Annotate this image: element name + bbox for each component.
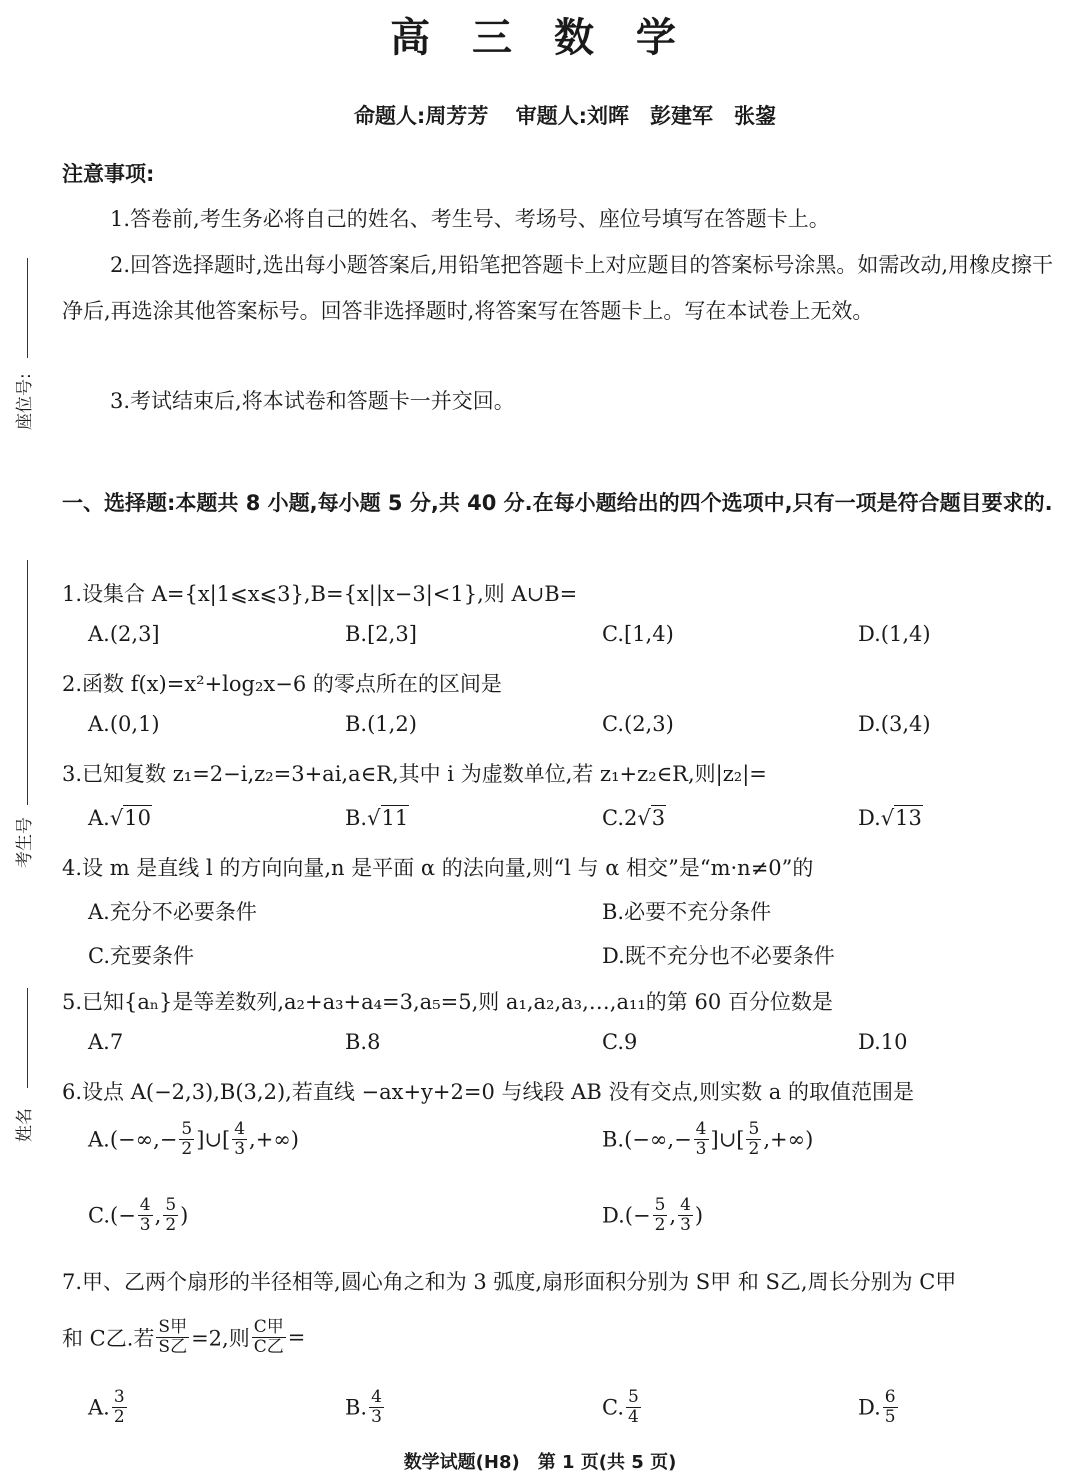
q7-option-d [858,1388,900,1427]
q6-a-frac1 [179,1120,194,1159]
q6-c-label: C. [88,1203,110,1228]
notice-item-1: 1.答卷前,考生务必将自己的姓名、考生号、考场号、座位号填写在答题卡上。 [110,207,830,231]
page-title: 高 三 数 学 [390,15,690,61]
q6-option-a [88,1120,299,1159]
q3-option-c: C.2√3 [602,806,666,830]
q3-c-label: C.2 [602,806,638,830]
q6-b-part3: ,+∞) [763,1127,814,1152]
q6-a-label: A. [88,1127,110,1152]
q7-option-c [602,1388,643,1427]
q6-option-d [602,1196,703,1235]
q7-option-b [345,1388,386,1427]
q6-c-part2: , [154,1203,162,1228]
q1-option-b: B.[2,3] [345,622,417,646]
q6-a-part3: ,+∞) [249,1127,300,1152]
q6-a-frac1-den: 2 [181,1139,193,1159]
authors-line [0,100,1080,130]
q6-d-part2: , [669,1203,677,1228]
setter: 命题人:周芳芳 [353,104,489,128]
q2-option-c: C.(2,3) [602,712,674,736]
q5-option-d: D.10 [858,1030,908,1054]
q6-c-part1: (− [110,1203,136,1228]
q6-c-frac2-den: 2 [165,1215,177,1235]
q7-d-label: D. [858,1395,881,1420]
q5-option-b: B.8 [345,1030,381,1054]
q7-frac-c-den: C乙 [253,1337,284,1357]
q6-b-frac1-den: 3 [695,1139,707,1159]
q2-option-d: D.(3,4) [858,712,931,736]
q3-c-radicand: 3 [651,806,666,830]
q6-d-frac1 [653,1196,668,1235]
question-4-stem: 4.设 m 是直线 l 的方向向量,n 是平面 α 的法向量,则“l 与 α 相交”是“m·n≠0”的 [62,856,814,880]
question-6-stem: 6.设点 A(−2,3),B(3,2),若直线 −ax+y+2=0 与线段 AB 没有交点,则实数 a 的取值范围是 [62,1080,914,1104]
side-line-name [27,988,28,1088]
q2-option-a: A.(0,1) [88,712,160,736]
q7-line2-mid: =2,则 [191,1326,250,1351]
q6-b-frac2 [746,1120,761,1159]
side-line-seat [27,258,28,358]
q7-frac-s [156,1318,189,1357]
q4-option-c: C.充要条件 [88,944,194,968]
q4-option-d: D.既不充分也不必要条件 [602,944,835,968]
q4-option-a: A.充分不必要条件 [88,900,257,924]
q7-a-den: 2 [113,1407,125,1427]
q5-option-c: C.9 [602,1030,638,1054]
q6-c-part3: ) [180,1203,189,1228]
notice-item-2: 2.回答选择题时,选出每小题答案后,用铅笔把答题卡上对应题目的答案标号涂黑。如需改动,用橡皮擦干净后,再选涂其他答案标号。回答非选择题时,将答案写在答题卡上。写在本试卷上无效。 [62,253,1054,323]
q3-option-a: A.√10 [88,806,151,830]
q6-d-frac2-num: 4 [680,1195,691,1215]
q6-d-frac1-den: 2 [654,1215,666,1235]
q6-d-label: D. [602,1203,625,1228]
question-1-stem: 1.设集合 A={x|1⩽x⩽3},B={x||x−3|<1},则 A∪B= [62,582,578,606]
q6-a-frac2-den: 3 [234,1139,246,1159]
q6-c-frac2-num: 5 [165,1195,177,1215]
notice-item-3: 3.考试结束后,将本试卷和答题卡一并交回。 [110,389,515,413]
q3-a-radicand: 10 [124,806,151,830]
q7-frac-c [252,1318,286,1357]
q6-d-frac1-num: 5 [654,1195,666,1215]
q3-option-d: D.√13 [858,806,922,830]
q6-a-frac2-num: 4 [234,1119,246,1139]
q7-frac-c-num: C甲 [253,1317,284,1337]
q6-b-frac2-den: 2 [748,1139,760,1159]
q4-option-b: B.必要不充分条件 [602,900,772,924]
q6-c-frac1-den: 3 [139,1215,151,1235]
q6-d-part1: (− [624,1203,651,1228]
q1-option-d: D.(1,4) [858,622,931,646]
question-2-stem: 2.函数 f(x)=x²+log₂x−6 的零点所在的区间是 [62,672,502,696]
page-footer: 数学试题(H8) 第 1 页(共 5 页) [403,1452,677,1473]
q2-option-b: B.(1,2) [345,712,417,736]
q6-option-b [602,1120,813,1159]
q6-b-part2: ]∪[ [710,1127,745,1152]
q7-d-num: 6 [884,1387,896,1407]
q5-option-a: A.7 [88,1030,124,1054]
side-label-seat: 座位号: [15,373,35,430]
q6-d-frac2-den: 3 [680,1215,691,1235]
q6-d-part3: ) [694,1203,704,1228]
q1-option-a: A.(2,3] [88,622,160,646]
question-7-stem-line2 [62,1318,1072,1357]
q7-c-den: 4 [628,1407,639,1427]
q6-a-part1: (−∞,− [109,1127,178,1152]
q6-b-frac1-num: 4 [695,1119,707,1139]
q7-line2-pre: 和 C乙.若 [62,1326,155,1351]
q1-option-c: C.[1,4) [602,622,674,646]
q6-c-frac1 [138,1196,153,1235]
side-label-exam-no: 考生号 [15,817,35,868]
q7-frac-s-num: S甲 [158,1317,188,1337]
q3-option-b: B.√11 [345,806,409,830]
q6-a-frac1-num: 5 [181,1119,193,1139]
q6-a-part2: ]∪[ [196,1127,231,1152]
q6-d-frac2 [678,1196,693,1235]
q3-b-label: B. [345,806,368,830]
section-heading: 一、选择题:本题共 8 小题,每小题 5 分,共 40 分.在每小题给出的四个选项中,只有一项是符合题目要求的. [62,491,1053,515]
q6-b-part1: (−∞,− [624,1127,692,1152]
q7-c-label: C. [602,1395,624,1420]
q7-frac-s-den: S乙 [158,1337,188,1357]
side-line-exam-no [27,560,28,805]
q6-a-frac2 [232,1120,247,1159]
q7-d-den: 5 [884,1407,896,1427]
q7-a-num: 3 [113,1387,125,1407]
q6-b-frac2-num: 5 [748,1119,760,1139]
q7-b-frac [369,1388,384,1427]
q6-c-frac1-num: 4 [139,1195,151,1215]
q3-d-radicand: 13 [895,806,922,830]
q7-b-label: B. [345,1395,368,1420]
q6-b-frac1 [694,1120,709,1159]
q7-c-frac [626,1388,641,1427]
q7-b-num: 4 [371,1387,382,1407]
notice-heading: 注意事项: [62,162,155,186]
q7-line2-post: = [287,1325,306,1350]
q7-a-label: A. [88,1395,110,1420]
q3-a-label: A. [88,806,110,830]
q7-c-num: 5 [628,1387,639,1407]
q3-d-label: D. [858,806,881,830]
reviewer: 审题人:刘晖 彭建军 张鋆 [515,104,777,128]
q6-option-c [88,1196,188,1235]
question-3-stem: 3.已知复数 z₁=2−i,z₂=3+ai,a∈R,其中 i 为虚数单位,若 z₁+z₂∈R,则|z₂|= [62,762,767,786]
q7-b-den: 3 [371,1407,382,1427]
q6-b-label: B. [602,1127,625,1152]
q3-b-radicand: 11 [381,806,409,830]
q7-a-frac [112,1388,127,1427]
q6-c-frac2 [163,1196,178,1235]
question-7-stem-line1: 7.甲、乙两个扇形的半径相等,圆心角之和为 3 弧度,扇形面积分别为 S甲 和 S乙,周长分别为 C甲 [62,1270,957,1294]
q7-d-frac [883,1388,898,1427]
side-label-name: 姓名 [15,1108,35,1142]
question-5-stem: 5.已知{aₙ}是等差数列,a₂+a₃+a₄=3,a₅=5,则 a₁,a₂,a₃,…,a₁₁的第 60 百分位数是 [62,990,833,1014]
q7-option-a [88,1388,129,1427]
